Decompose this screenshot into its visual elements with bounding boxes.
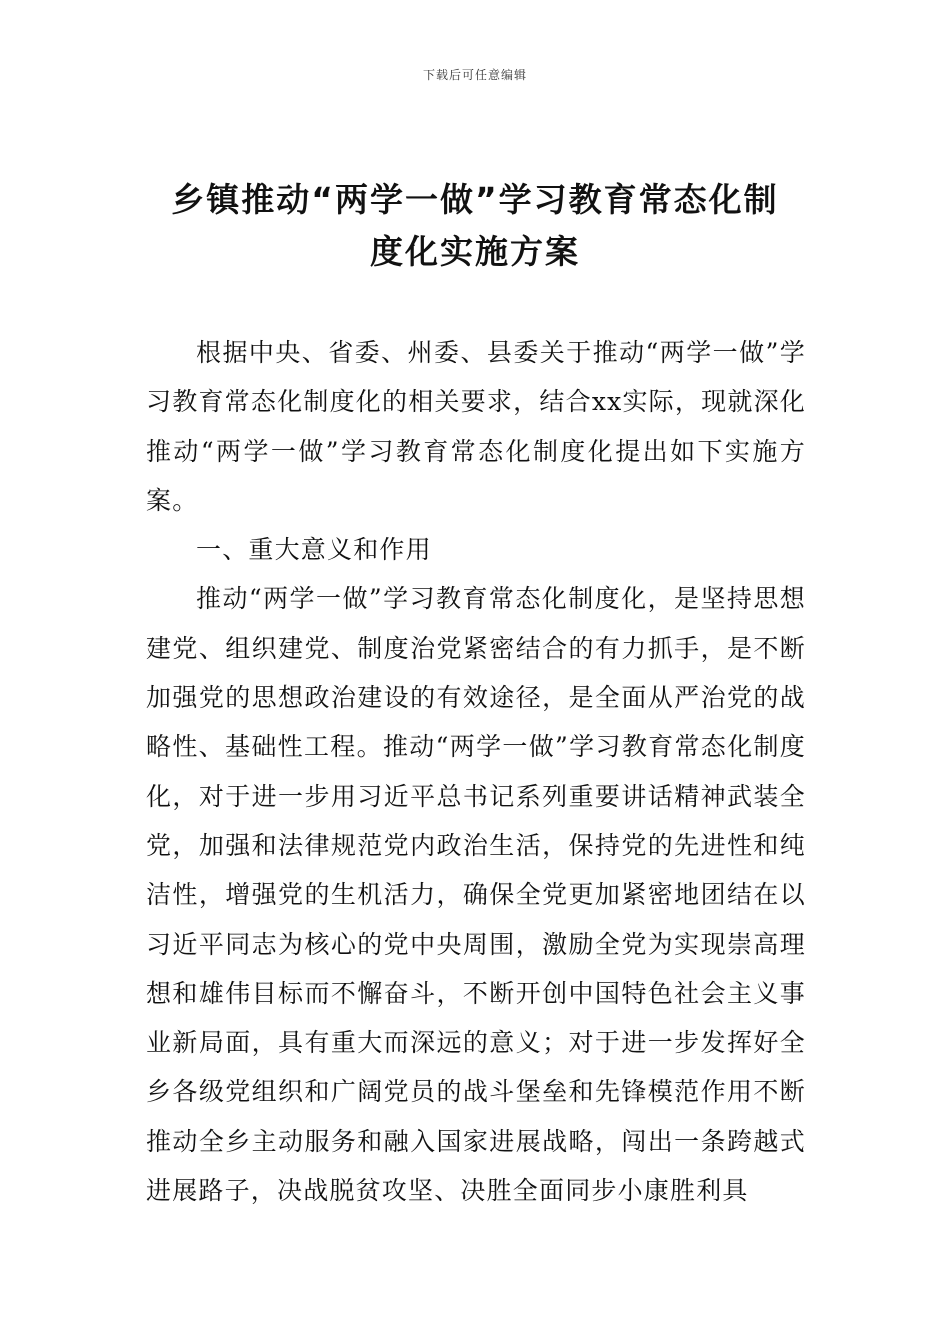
intro-paragraph: 根据中央、省委、州委、县委关于推动“两学一做”学习教育常态化制度化的相关要求，结合xx实际，现就深化推动“两学一做”学习教育常态化制度化提出如下实施方案。: [146, 338, 806, 515]
document-title-line-2: 度化实施方案: [370, 232, 580, 271]
document-title: [130, 174, 820, 278]
document-title-line-1: 乡镇推动“两学一做”学习教育常态化制: [171, 180, 779, 219]
body-paragraph: 推动“两学一做”学习教育常态化制度化，是坚持思想建党、组织建党、制度治党紧密结合的有力抓手，是不断加强党的思想政治建设的有效途径，是全面从严治党的战略性、基础性工程。推动“两学一做”学习教育常态化制度化，对于进一步用习近平总书记系列重要讲话精神武装全党，加强和法律规范党内政治生活，保持党的先进性和纯洁性，增强党的生机活力，确保全党更加紧密地团结在以习近平同志为核心的党中央周围，激励全党为实现崇高理想和雄伟目标而不懈奋斗，不断开创中国特色社会主义事业新局面，具有重大而深远的意义；对于进一步发挥好全乡各级党组织和广阔党员的战斗堡垒和先锋模范作用不断推动全乡主动服务和融入国家进展战略，闯出一条跨越式进展路子，决战脱贫攻坚、决胜全面同步小康胜利具: [146, 584, 806, 1206]
section-heading: 一、重大意义和作用: [196, 535, 432, 565]
document-body: [146, 328, 806, 1215]
page-header-note: 下载后可任意编辑: [422, 68, 527, 82]
